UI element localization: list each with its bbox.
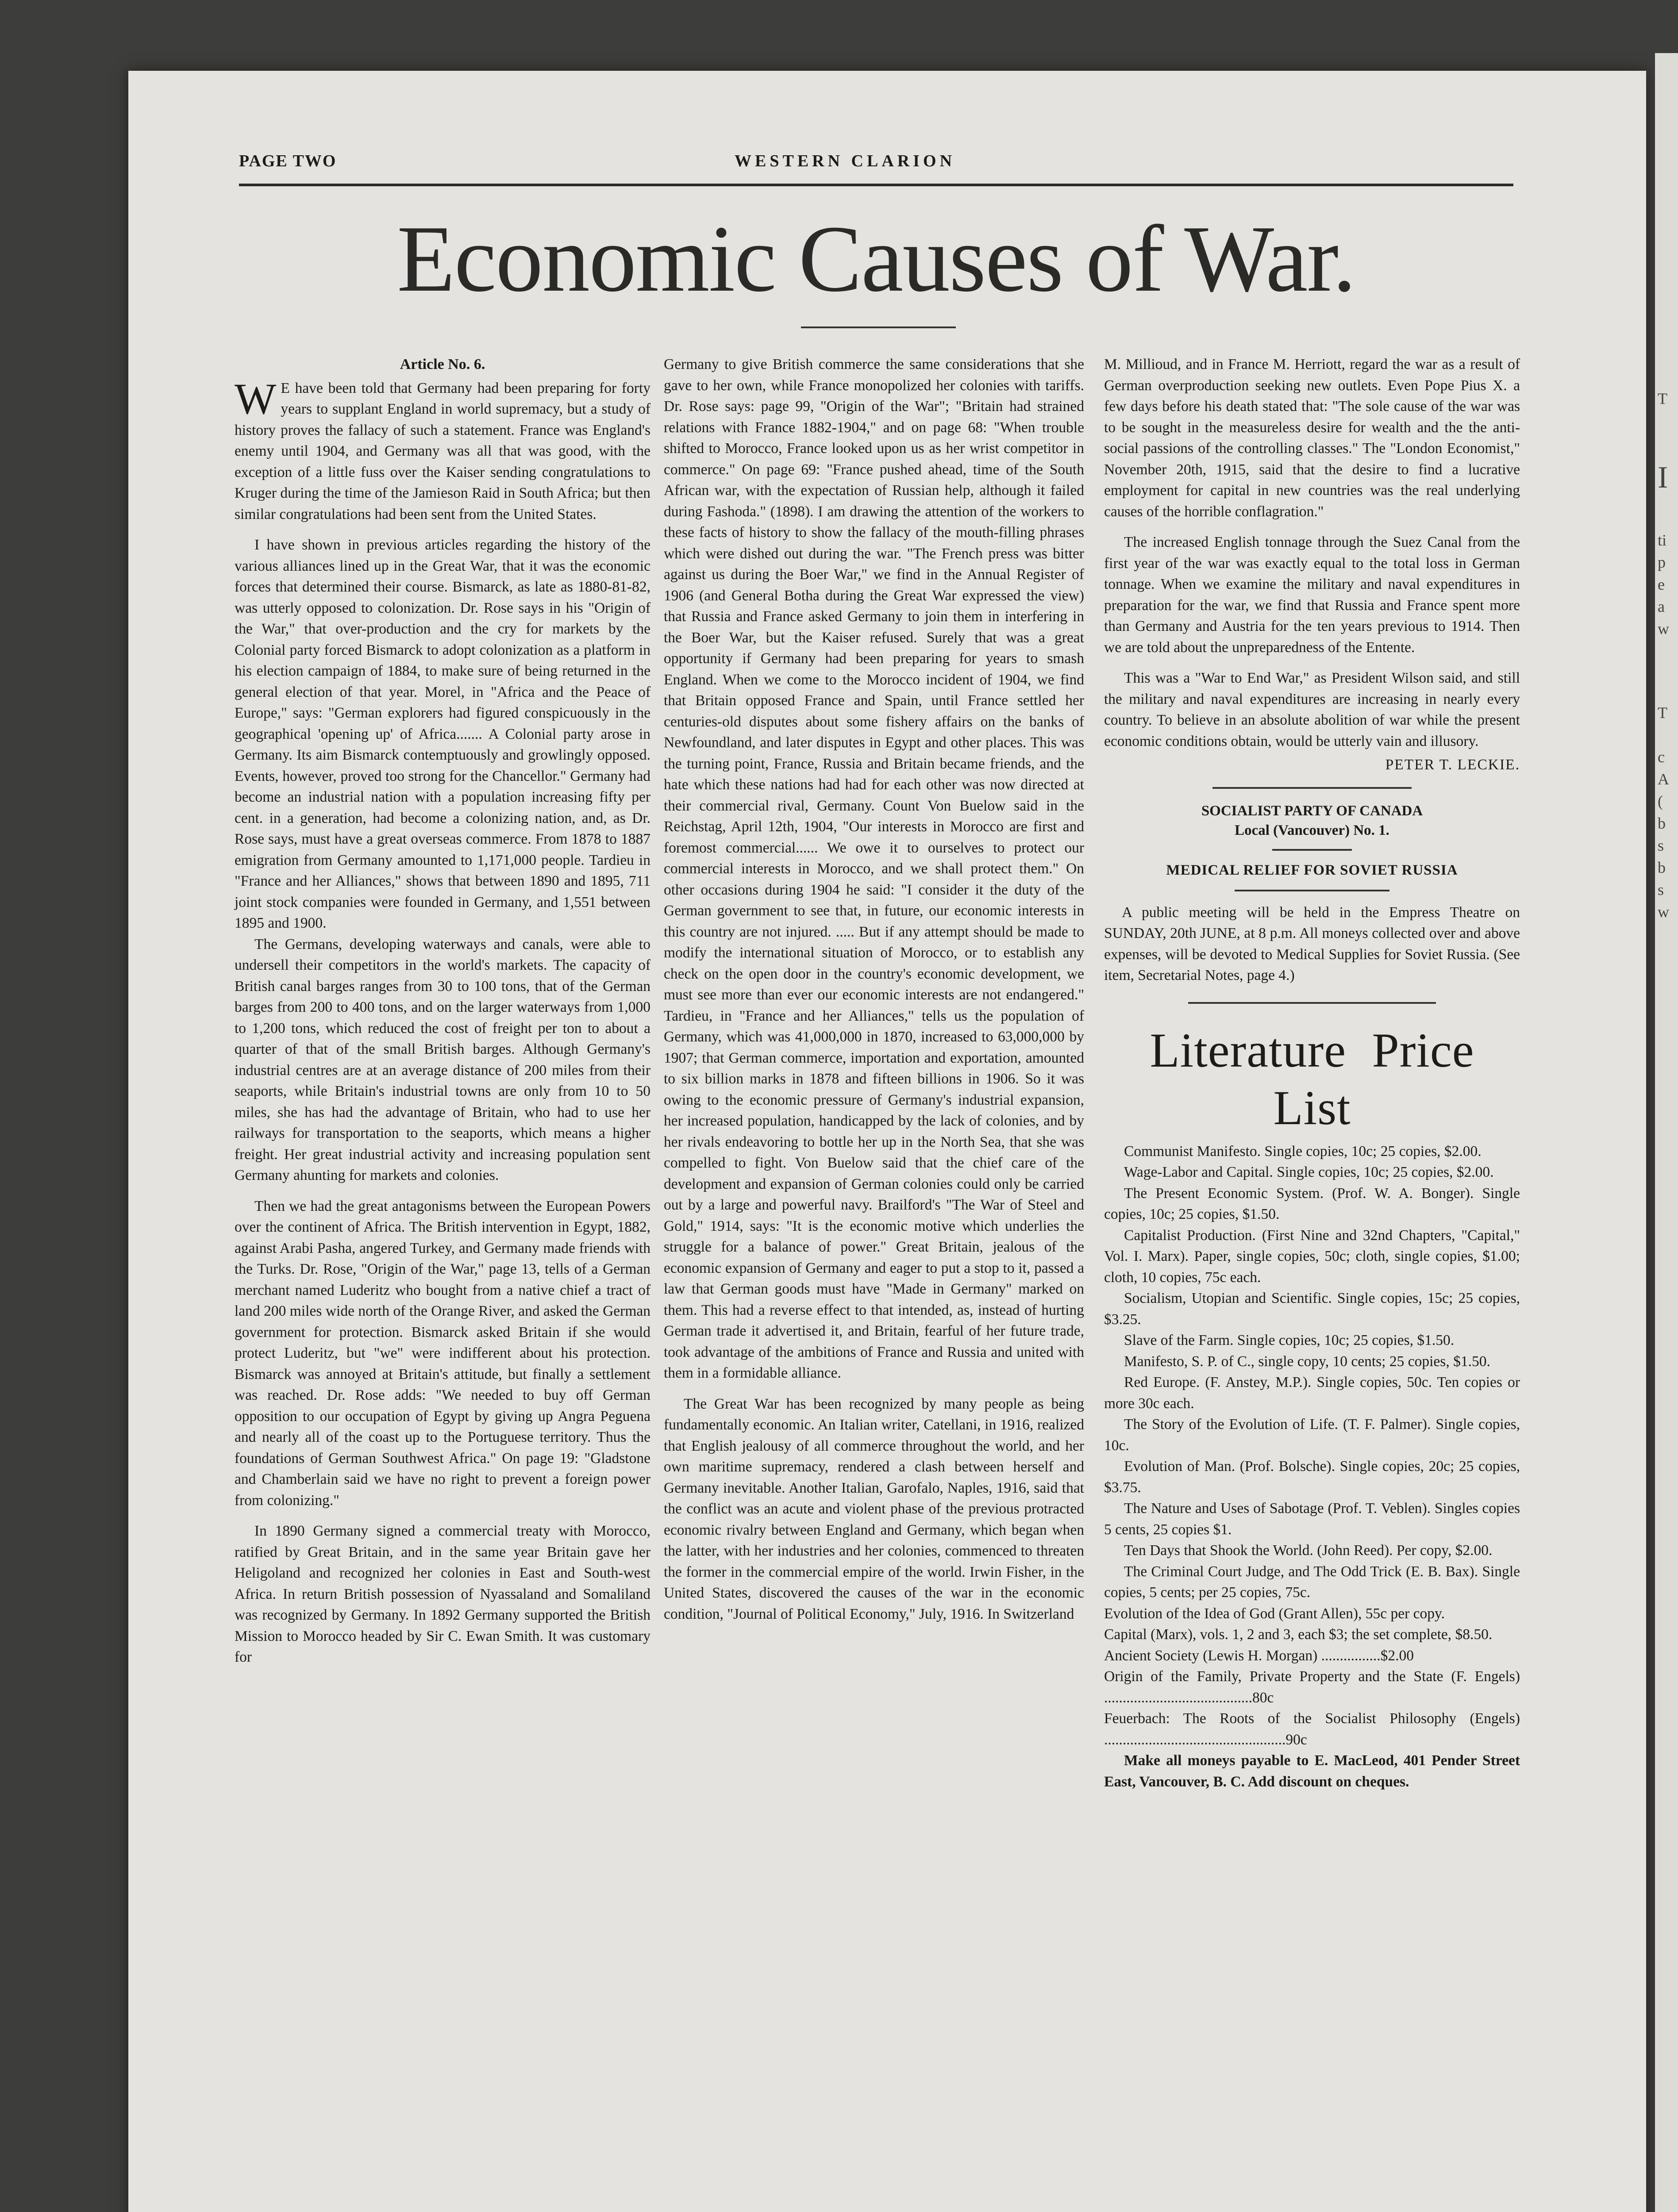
literature-item: Evolution of Man. (Prof. Bolsche). Single copies, 20c; 25 copies, $3.75.: [1104, 1458, 1520, 1496]
literature-item: Capitalist Production. (First Nine and 32nd Chapters, "Capital," Vol. I. Marx). Paper, single copies, 50c; cloth, single copies, $1.00; cloth, 10 copies, 75c each.: [1104, 1227, 1520, 1286]
article-paragraph: I have shown in previous articles regarding the history of the various alliances lined up in the Great War, that it was the economic forces that determined their course. Bismarck, as late as 1880-81-82, was utterly opposed to colonization. Dr. Rose says in his "Origin of the War," that over-production and the cry for markets by the Colonial party forced Bismarck to adopt colonization as a platform in his election campaign of 1884, to make sure of being returned in the general election of that year. Morel, in "Africa and the Peace of Europe," says: "German explorers had figured conspicuously in the geographical 'opening up' of Africa....... A Colonial party arose in Germany. Its aim Bismarck contemptuously and growlingly opposed. Events, however, proved too strong for the Chancellor." Germany had become an industrial nation with a population increasing fifty per cent. in a generation, had become a colonizing nation, and, as Dr. Rose says, must have a great overseas commerce. From 1878 to 1887 emigration from Germany amounted to 1,171,000 people. Tardieu in "France and her Alliances," shows that between 1890 and 1895, 711 joint stock companies were founded in Germany, and 1,551 between 1895 and 1900.: [235, 537, 650, 931]
fragment: s: [1658, 837, 1664, 854]
adjacent-page-edge: [1655, 53, 1678, 2212]
literature-item: Socialism, Utopian and Scientific. Single copies, 15c; 25 copies, $3.25.: [1104, 1290, 1520, 1328]
section-rule: [1272, 849, 1352, 851]
fragment: T: [1658, 390, 1667, 407]
literature-item: Origin of the Family, Private Property and the State (F. Engels) ........................................80c: [1104, 1668, 1520, 1706]
article-paragraph: In 1890 Germany signed a commercial treaty with Morocco, ratified by Great Britain, and in the same year Britain gave her Heligoland and recognized her colonies in East and South-west Africa. In return British possession of Nyassaland and Somaliland was recognized by Germany. In 1892 Germany supported the British Mission to Morocco headed by Sir C. Ewan Smith. It was customary for: [235, 1523, 650, 1665]
literature-item: Ten Days that Shook the World. (John Reed). Per copy, $2.00.: [1124, 1542, 1493, 1559]
article-paragraph: Germany to give British commerce the same considerations that she gave to her own, while France monopolized her colonies with tariffs. Dr. Rose says: page 99, "Origin of the War"; "Britain had strained relations with France 1882-1904," and on page 68: "When trouble shifted to Morocco, France looked upon us as her wrist competitor in commerce." On page 69: "France pushed ahead, time of the South African war, with the expectation of Russian help, although it failed during Fashoda." (1898). I am drawing the attention of the workers to these facts of history to show the fallacy of the mouth-filling phrases which were dished out during the war. "The French press was bitter against us during the Boer War," we find in the Annual Register of 1906 (and General Botha during the Great War expressed the view) that Russia and France asked Germany to join them in interfering in the Boer War, but the Kaiser refused. Surely that was a great opportunity if Germany had been preparing for years to smash England. When we come to the Morocco incident of 1904, we find that Britain opposed France and Spain, until France settled her centuries-old disputes about some fishery affairs on the banks of Newfoundland, and later disputes in Egypt and other places. This was the turning point, France, Russia and Britain became friends, and the hate which these nations had had for each other was now directed at their commercial rival, Germany. Count Von Buelow said in the Reichstag, April 12th, 1904, "Our interests in Morocco are first and foremost commercial...... We owe it to ourselves to protect our commercial interests in Morocco, and we shall protect them." On other occasions during 1904 he said: "I consider it the duty of the German government to see that, in future, our economic interests in this country are not injured. ..... But if any attempt should be made to modify the international situation of Morocco, or to establish any check on the open door in the country's economic development, we must see more than ever our economic interests are not endangered." Tardieu, in "France and her Alliances," tells us the population of Germany, which was 41,000,000 in 1870, increased to 63,000,000 by 1907; that German commerce, importation and exportation, amounted to six billion marks in 1878 and fifteen billions in 1906. So it was owing to the economic pressure of Germany's industrial expansion, her increased population, handicapped by the lack of colonies, and by her rivals endeavoring to bottle her up in the North Sea, that she was compelled to fight. Von Buelow said that the chief care of the development and expansion of German colonies could only be carried out by a large and powerful navy. Brailford's "The War of Steel and Gold," 1914, says: "It is the economic motive which underlies the struggle for a balance of power." Great Britain, jealous of the economic expansion of Germany and eager to put a stop to it, passed a law that German goods must have "Made in Germany" marked on them. This had a reverse effect to that intended, as, instead of hurting German trade it advertised it, and Britain, fearful of her future trade, took advantage of the ambitions of France and Russia and united with them in a formidable alliance.: [664, 356, 1084, 1381]
fragment: b: [1658, 859, 1666, 876]
literature-item: Evolution of the Idea of God (Grant Allen), 55c per copy.: [1104, 1605, 1445, 1622]
literature-item: The Criminal Court Judge, and The Odd Trick (E. B. Bax). Single copies, 5 cents; per 25 copies, 75c.: [1104, 1563, 1520, 1601]
article-paragraph: This was a "War to End War," as President Wilson said, and still the military and naval expenditures are increasing in nearly every country. To believe in an absolute abolition of war while the present economic conditions obtain, would be utterly vain and illusory.: [1104, 670, 1520, 749]
fragment: s: [1658, 881, 1664, 899]
literature-item: Wage-Labor and Capital. Single copies, 10c; 25 copies, $2.00.: [1124, 1164, 1494, 1180]
fragment: c: [1658, 748, 1665, 766]
fragment: (: [1658, 792, 1663, 810]
literature-item: The Nature and Uses of Sabotage (Prof. T. Veblen). Singles copies 5 cents, 25 copies $1.: [1104, 1500, 1520, 1538]
column-1: [235, 354, 650, 1668]
column-3: [1104, 354, 1520, 1792]
section-rule: [1212, 787, 1412, 789]
article-paragraph: The Great War has been recognized by many people as being fundamentally economic. An Italian writer, Catellani, in 1916, realized that English jealousy of all commerce throughout the world, and her own maritime supremacy, rendered a clash between herself and Germany inevitable. Another Italian, Garofalo, Naples, 1916, said that the conflict was an acute and violent phase of the previous protracted economic rivalry between England and Germany, which began when the latter, with her industries and her colonies, commenced to threaten the former in the commercial empire of the world. Irwin Fisher, in the United States, discovered the causes of the war in the economic condition, "Journal of Political Economy," July, 1916. In Switzerland: [664, 1395, 1084, 1622]
notice-local: Local (Vancouver) No. 1.: [1235, 822, 1389, 838]
literature-item: Manifesto, S. P. of C., single copy, 10 cents; 25 copies, $1.50.: [1124, 1353, 1490, 1370]
column-2: [664, 354, 1084, 1624]
newspaper-name: WESTERN CLARION: [735, 152, 956, 170]
article-paragraph: The Germans, developing waterways and canals, were able to undersell their competitors in the world's markets. The capacity of British canal barges ranges from 30 to 100 tons, that of the German barges from 200 to 400 tons, and on the larger waterways from 1,000 to 1,200 tons, which reduced the cost of freight per ton to about a quarter of that of the small British barges. Although Germany's industrial centres are at an average distance of 200 miles from their seaports, while Britain's industrial towns are only from 10 to 50 miles, she has had the advantage of Britain, who had to use her railways for transportation to the seaports, which means a higher freight. Her great industrial activity and increasing population sent Germany ahunting for markets and colonies.: [235, 936, 650, 1183]
fragment: ti: [1658, 531, 1667, 549]
article-paragraph: The increased English tonnage through the Suez Canal from the first year of the war was exactly equal to the total loss in German tonnage. When we examine the military and naval expenditures in preparation for the war, we find that Russia and France spent more than Germany and Austria for the ten years previous to 1914. Then we are told about the unpreparedness of the Entente.: [1104, 534, 1520, 656]
page-number-label: PAGE TWO: [239, 152, 337, 170]
fragment: T: [1658, 704, 1667, 722]
notice-party: SOCIALIST PARTY OF CANADA: [1201, 803, 1423, 819]
fragment: a: [1658, 598, 1665, 615]
literature-item: Feuerbach: The Roots of the Socialist Philosophy (Engels) .................................................90c: [1104, 1710, 1520, 1748]
literature-item: The Present Economic System. (Prof. W. A. Bonger). Single copies, 10c; 25 copies, $1.50.: [1104, 1185, 1520, 1222]
literature-item: The Story of the Evolution of Life. (T. F. Palmer). Single copies, 10c.: [1104, 1416, 1520, 1454]
fragment: b: [1658, 814, 1666, 832]
article-paragraph: W E have been told that Germany had been preparing for forty years to supplant England in world supremacy, but a study of history proves the fallacy of such a statement. France was England's enemy until 1904, and Germany was all that was good, with the exception of a little fuss over the Kaiser sending congratulations to Kruger during the time of the Jamieson Raid in South Africa; but then similar congratulations had been sent from the United States.: [235, 374, 650, 522]
article-number: Article No. 6.: [400, 356, 485, 373]
section-rule: [1235, 890, 1389, 891]
article-paragraph: M. Millioud, and in France M. Herriott, regard the war as a result of German overproduction seeking new outlets. Even Pope Pius X. a few days before his death stated that: "The sole cause of the war was to be sought in the measureless desire for wealth and the the anti-social passions of the controlling classes." The "London Economist," November 20th, 1915, said that the desire to find a lucrative employment for capital in new countries was the real underlying causes of the horrible conflagration.": [1104, 356, 1520, 520]
article-headline: Economic Causes of War.: [397, 206, 1355, 311]
literature-item: Slave of the Farm. Single copies, 10c; 25 copies, $1.50.: [1124, 1332, 1455, 1348]
page-header: [239, 151, 1513, 178]
drop-cap: W: [235, 374, 277, 423]
literature-item: Ancient Society (Lewis H. Morgan) ................$2.00: [1104, 1647, 1414, 1664]
header-rule: [239, 184, 1513, 186]
article-paragraph: Then we had the great antagonisms between the European Powers over the continent of Africa. The British intervention in Egypt, 1882, against Arabi Pasha, angered Turkey, and Germany made friends with the Turks. Dr. Rose, "Origin of the War," page 13, tells of a German merchant named Luderitz who bought from a native chief a tract of land 200 miles wide north of the Orange River, and asked the German government for protection. Bismarck asked Britain if she would protect Luderitz, but "we" were indifferent about his protection. Bismarck was annoyed at Britain's attitude, but finally a settlement was reached. Dr. Rose adds: "We needed to buy off German opposition to our occupation of Egypt by giving up Angra Peguena and nearly all of the coast up to the Portuguese territory. Thus the foundations of German Southwest Africa." On page 19: "Gladstone and Chamberlain said we have no right to prevent a foreign power from colonizing.": [235, 1198, 650, 1509]
literature-item: Capital (Marx), vols. 1, 2 and 3, each $3; the set complete, $8.50.: [1104, 1626, 1493, 1643]
fragment: I: [1658, 461, 1668, 495]
fragment: e: [1658, 576, 1665, 593]
literature-item: Red Europe. (F. Anstey, M.P.). Single copies, 50c. Ten copies or more 30c each.: [1104, 1374, 1520, 1412]
fragment: w: [1658, 620, 1669, 637]
fragment: A: [1658, 770, 1669, 788]
author-signature: PETER T. LECKIE.: [1385, 757, 1520, 773]
literature-item: Communist Manifesto. Single copies, 10c; 25 copies, $2.00.: [1124, 1143, 1482, 1160]
headline-rule: [801, 326, 956, 328]
literature-heading: Literature Price List: [1150, 1023, 1474, 1135]
notice-title: MEDICAL RELIEF FOR SOVIET RUSSIA: [1166, 862, 1458, 878]
notice-body: A public meeting will be held in the Empress Theatre on SUNDAY, 20th JUNE, at 8 p.m. All moneys collected over and above expenses, will be devoted to Medical Supplies for Soviet Russia. (See item, Secretarial Notes, page 4.): [1104, 904, 1520, 983]
fragment: w: [1658, 903, 1669, 921]
fragment: p: [1658, 553, 1666, 571]
section-rule: [1188, 1002, 1436, 1004]
payment-instructions: Make all moneys payable to E. MacLeod, 401 Pender Street East, Vancouver, B. C. Add discount on cheques.: [1104, 1752, 1520, 1790]
